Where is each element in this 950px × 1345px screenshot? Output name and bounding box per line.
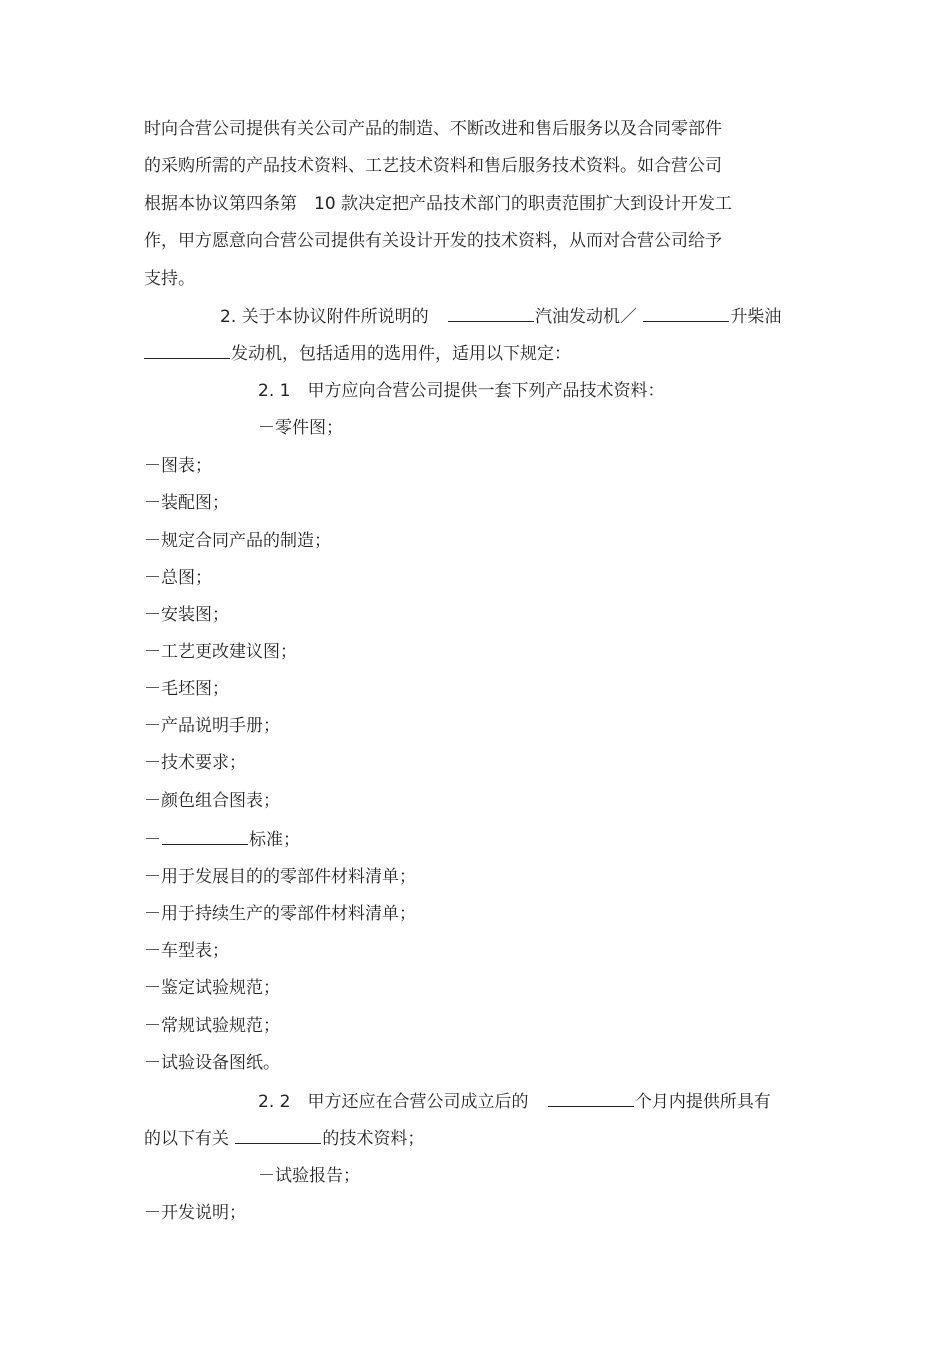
fill-in-blank (162, 828, 248, 845)
clause-2-2-line-1 (258, 1090, 771, 1113)
list-item: －装配图； (144, 493, 229, 513)
clause-2-2-text: 2. 2 甲方还应在合营公司成立后的 (258, 1092, 529, 1112)
list-item-text: － (144, 830, 161, 850)
intro-line: 的采购所需的产品技术资料、工艺技术资料和售后服务技术资料。如合营公司 (144, 156, 722, 176)
clause-2-text: 汽油发动机／ (535, 307, 638, 327)
clause-2-line-1 (220, 305, 781, 328)
list-item: －工艺更改建议图； (144, 642, 297, 662)
list-item: －零件图； (258, 418, 343, 438)
list-item: －规定合同产品的制造； (144, 531, 331, 551)
clause-2-2-text: 的以下有关 (144, 1129, 229, 1149)
list-item: －常规试验规范； (144, 1016, 280, 1036)
fill-in-blank (144, 342, 230, 359)
clause-2-line-2 (144, 342, 571, 365)
clause-2-2-line-2 (144, 1127, 424, 1150)
list-item: －开发说明； (144, 1203, 246, 1223)
clause-2-text: 发动机，包括适用的选用件，适用以下规定： (231, 344, 571, 364)
list-item: －毛坯图； (144, 679, 229, 699)
list-item-standard (144, 828, 300, 851)
list-item: －产品说明手册； (144, 716, 280, 736)
intro-line: 支持。 (144, 269, 195, 289)
list-item: －图表； (144, 456, 212, 476)
clause-2-text: 升柴油 (730, 307, 782, 327)
list-item: －颜色组合图表； (144, 791, 280, 811)
clause-2-1-heading: 2. 1 甲方应向合营公司提供一套下列产品技术资料： (258, 381, 665, 401)
clause-2-text: 2. 关于本协议附件所说明的 (220, 307, 429, 327)
list-item: －安装图； (144, 605, 229, 625)
list-item: －用于持续生产的零部件材料清单； (144, 904, 416, 924)
list-item: －车型表； (144, 941, 229, 961)
list-item: －试验设备图纸。 (144, 1053, 280, 1073)
fill-in-blank (235, 1127, 321, 1144)
list-item-text: 标准； (249, 830, 300, 850)
intro-line: 根据本协议第四条第 10 款决定把产品技术部门的职责范围扩大到设计开发工 (144, 194, 733, 214)
list-item: －用于发展目的的零部件材料清单； (144, 867, 416, 887)
list-item: －总图； (144, 568, 212, 588)
intro-line: 作，甲方愿意向合营公司提供有关设计开发的技术资料，从而对合营公司给予 (144, 231, 722, 251)
list-item: －试验报告； (258, 1166, 360, 1186)
clause-2-2-text: 个月内提供所具有 (634, 1092, 771, 1112)
fill-in-blank (548, 1090, 634, 1107)
clause-2-2-text: 的技术资料； (322, 1129, 425, 1149)
list-item: －鉴定试验规范； (144, 978, 280, 998)
list-item: －技术要求； (144, 753, 246, 773)
intro-line: 时向合营公司提供有关公司产品的制造、不断改进和售后服务以及合同零部件 (144, 119, 722, 139)
fill-in-blank (448, 305, 534, 322)
fill-in-blank (643, 305, 729, 322)
